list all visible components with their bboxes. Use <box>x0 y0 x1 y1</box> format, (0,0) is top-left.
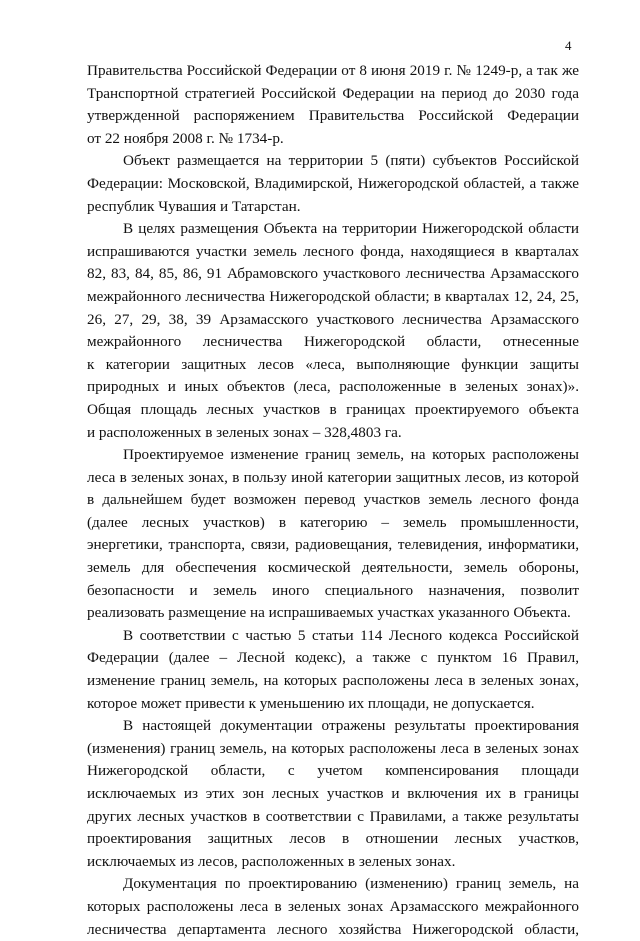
text-line: Федерации (далее – Лесной кодекс), а также с пунктом 16 Правил, <box>87 649 579 667</box>
text-line: (далее лесных участков) в категорию – земель промышленности, <box>87 513 579 531</box>
text-line: природных и иных объектов (леса, расположенные в зеленых зонах)». <box>87 378 579 396</box>
text-line: Проектируемое изменение границ земель, на которых расположены <box>123 446 579 464</box>
text-line: Документация по проектированию (изменению) границ земель, на <box>123 875 579 893</box>
text-line: изменение границ земель, на которых расположены леса в зеленых зонах, <box>87 672 579 690</box>
text-line: Федерации: Московской, Владимирской, Нижегородской областей, а также <box>87 174 579 192</box>
text-line: республик Чувашия и Татарстан. <box>87 197 301 215</box>
text-line: исключаемых из лесов, расположенных в зеленых зонах. <box>87 852 456 870</box>
text-line: проектирования защитных лесов в отношении лесных участков, <box>87 830 579 848</box>
text-line: В целях размещения Объекта на территории Нижегородской области <box>123 220 579 238</box>
text-line: Общая площадь лесных участков в границах проектируемого объекта <box>87 400 579 418</box>
text-line: В настоящей документации отражены результаты проектирования <box>123 717 579 735</box>
text-line: испрашиваются участки земель лесного фонда, находящиеся в кварталах <box>87 242 579 260</box>
text-line: и расположенных в зеленых зонах – 328,4803 га. <box>87 423 402 441</box>
page-number: 4 <box>565 38 572 53</box>
text-line: межрайонного лесничества Нижегородской области, отнесенные <box>87 333 579 351</box>
text-line: В соответствии с частью 5 статьи 114 Лесного кодекса Российской <box>123 626 579 644</box>
text-line: к категории защитных лесов «леса, выполняющие функции защиты <box>87 355 579 373</box>
text-line: исключаемых из этих зон лесных участков и включения их в границы <box>87 785 579 802</box>
text-line: Правительства Российской Федерации от 8 июня 2019 г. № 1249-р, а так же <box>87 62 579 79</box>
text-line: которое может привести к уменьшению их площади, не допускается. <box>87 694 535 712</box>
text-line: Объект размещается на территории 5 (пяти) субъектов Российской <box>123 152 579 170</box>
text-line: 26, 27, 29, 38, 39 Арзамасского участкового лесничества Арзамасского <box>87 310 579 328</box>
text-line: леса в зеленых зонах, в пользу иной категории защитных лесов, из которой <box>87 468 579 486</box>
text-line: энергетики, транспорта, связи, радиовещания, телевидения, информатики, <box>87 536 579 554</box>
text-line: межрайонного лесничества Нижегородской области; в кварталах 12, 24, 25, <box>87 287 579 305</box>
text-line: других лесных участков в соответствии с Правилами, а также результаты <box>87 807 579 825</box>
text-line: 82, 83, 84, 85, 86, 91 Абрамовского участкового лесничества Арзамасского <box>87 265 579 283</box>
text-line: Нижегородской области, с учетом компенсирования площади <box>87 762 579 780</box>
body-text <box>87 60 579 941</box>
text-line: земель для обеспечения космической деятельности, земель обороны, <box>87 559 579 577</box>
text-line: Транспортной стратегией Российской Федерации на период до 2030 года <box>87 84 579 102</box>
text-line: которых расположены леса в зеленых зонах Арзамасского межрайонного <box>87 897 579 915</box>
text-line: утвержденной распоряжением Правительства Российской Федерации <box>87 107 579 125</box>
text-line: в дальнейшем будет возможен перевод участков земель лесного фонда <box>87 491 579 509</box>
text-line: (изменения) границ земель, на которых расположены леса в зеленых зонах <box>87 739 579 757</box>
text-line: безопасности и земель иного специального назначения, позволит <box>87 581 579 599</box>
text-line: лесничества департамента лесного хозяйства Нижегородской области, <box>87 920 579 938</box>
text-line: от 22 ноября 2008 г. № 1734-р. <box>87 129 284 147</box>
text-line: реализовать размещение на испрашиваемых участках указанного Объекта. <box>87 604 571 622</box>
